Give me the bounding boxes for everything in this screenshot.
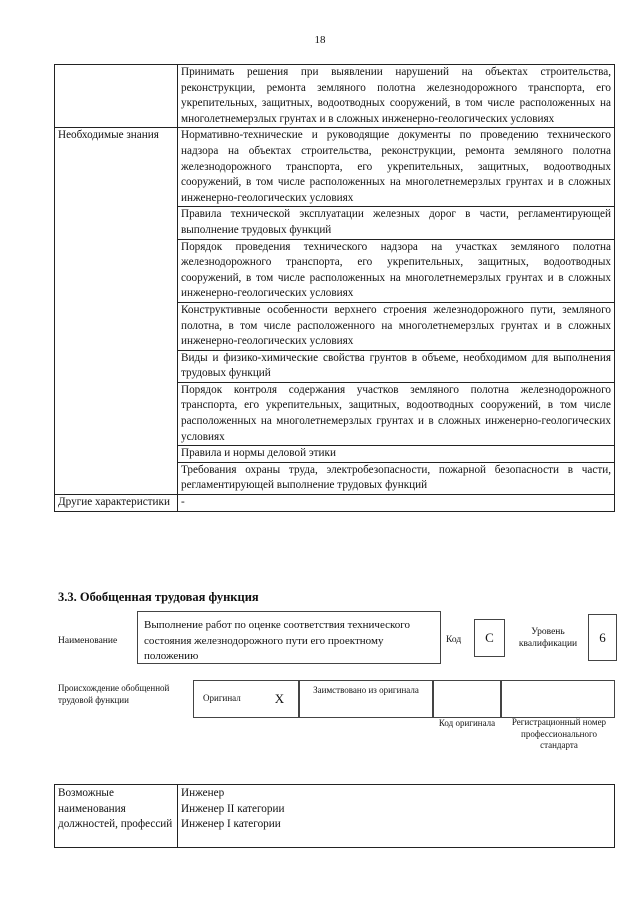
table-row (55, 128, 615, 207)
profession-item: Инженер I категории (181, 818, 281, 831)
code-original-box (433, 680, 501, 718)
reg-number-box (501, 680, 615, 718)
knowledge-item: Нормативно-технические и руководящие документы по проведению технического надзора на объектах строительства, реконструкции, ремонта земляного полотна железнодорожного транспорта, его укрепительных, защитных, водоотводных сооружений, в том числе расположенных на многолетнемерзлых грунтах и в сложных инженерно-геологических условиях (178, 128, 615, 207)
table-row (55, 65, 615, 128)
row-label-other: Другие характеристики (55, 495, 178, 512)
row-label-knowledge: Необходимые знания (55, 128, 178, 495)
reg-number-label: Регистрационный номер профессионального стандарта (511, 717, 607, 750)
knowledge-item: Правила и нормы деловой этики (178, 446, 615, 463)
original-mark: X (261, 680, 299, 718)
profession-item: Инженер II категории (181, 802, 285, 815)
professions-label: Возможные наименования должностей, профессий (55, 785, 178, 848)
table-row (55, 495, 615, 512)
knowledge-item: Порядок контроля содержания участков земляного полотна железнодорожного транспорта, его укрепительных, защитных, водоотводных сооружений, в том числе расположенных на многолетнемерзлых грунтах и в сложных инженерно-геологических условиях (178, 382, 615, 445)
code-value: C (474, 619, 505, 657)
row-label (55, 65, 178, 128)
original-label: Оригинал (203, 693, 241, 703)
table-row (55, 785, 615, 848)
knowledge-item: Требования охраны труда, электробезопасности, пожарной безопасности в части, регламентирующей выполнение трудовых функций (178, 462, 615, 494)
section-title: 3.3. Обобщенная трудовая функция (58, 590, 259, 604)
borrowed-label: Заимствовано из оригинала (299, 680, 433, 718)
code-original-label: Код оригинала (438, 718, 496, 728)
knowledge-item: Виды и физико-химические свойства грунтов в объеме, необходимом для выполнения трудовых функций (178, 350, 615, 382)
requirements-table (54, 64, 615, 512)
level-label: Уровень квалификации (518, 627, 578, 649)
professions-list (178, 785, 615, 848)
profession-item: Инженер (181, 787, 225, 799)
knowledge-item: Порядок проведения технического надзора на участках земляного полотна железнодорожного транспорта, его укрепительных, защитных, водоотводных сооружений, в том числе расположенных на многолетнемерзлых грунтах и в сложных инженерно-геологических условиях (178, 239, 615, 302)
origin-label: Происхождение обобщенной трудовой функции (58, 683, 170, 705)
other-value: - (178, 495, 615, 512)
professions-table (54, 784, 615, 848)
knowledge-item: Конструктивные особенности верхнего строения железнодорожного пути, земляного полотна, в том числе расположенного на многолетнемерзлых грунтах и в сложных инженерно-геологических условиях (178, 302, 615, 350)
name-label: Наименование (58, 636, 118, 646)
knowledge-item: Правила технической эксплуатации железных дорог в части, регламентирующей выполнение трудовых функций (178, 207, 615, 239)
page-number: 18 (314, 34, 326, 46)
skill-item: Принимать решения при выявлении нарушений на объектах строительства, реконструкции, ремонта земляного полотна железнодорожного транспорта, его укрепительных, защитных, водоотводных сооружений, в том числе расположенных на многолетнемерзлых грунтах и в сложных инженерно-геологических условиях (178, 65, 615, 128)
level-value: 6 (588, 614, 617, 661)
code-label: Код (446, 635, 462, 645)
origin-row (193, 680, 615, 718)
function-name-box: Выполнение работ по оценке соответствия технического состояния железнодорожного пути его проектному положению (137, 611, 441, 664)
